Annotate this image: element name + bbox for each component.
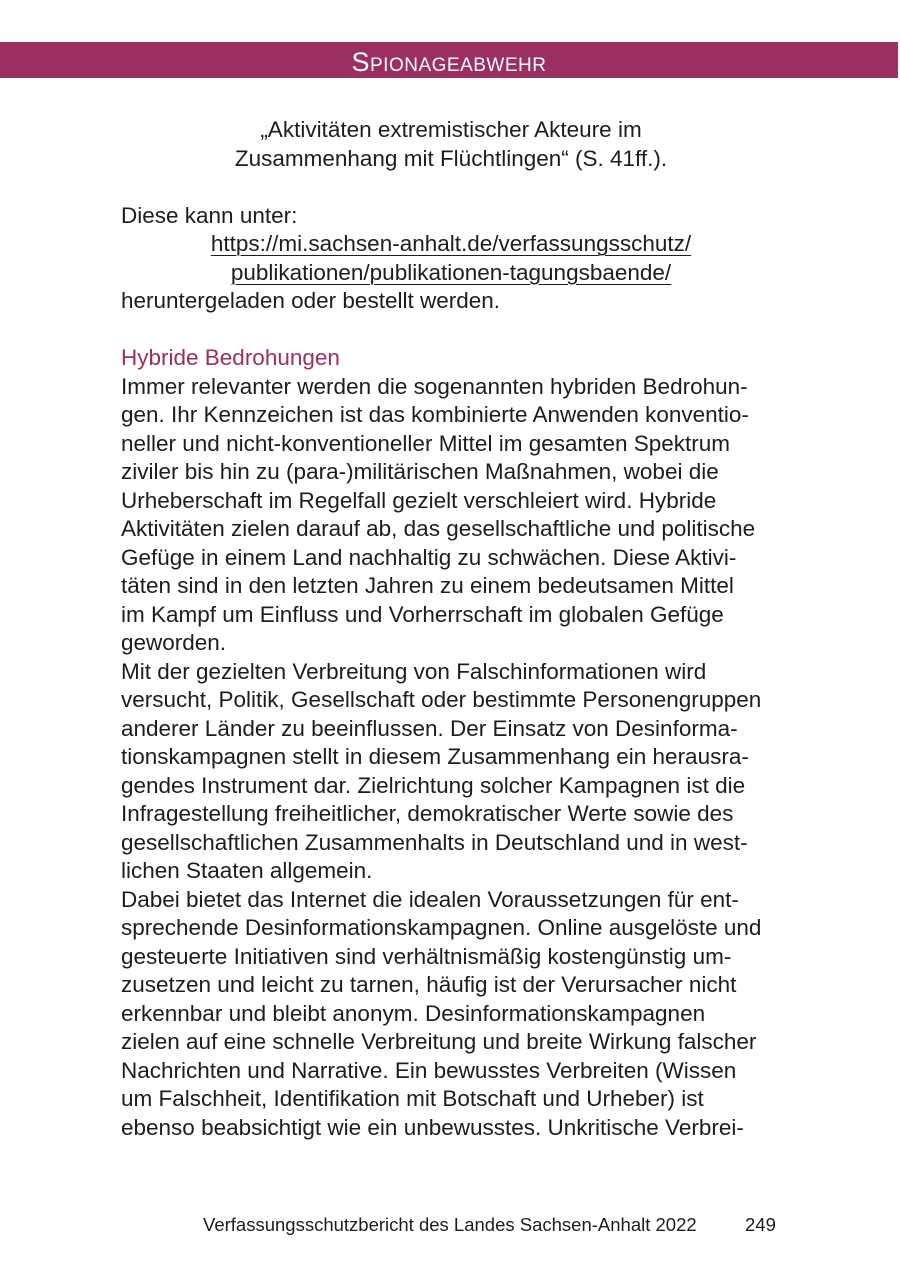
chapter-header-bar bbox=[0, 42, 898, 78]
text-line: neller und nicht-konventioneller Mittel im gesamten Spektrum bbox=[121, 430, 731, 456]
text-line: täten sind in den letzten Jahren zu einem bedeutsamen Mittel bbox=[121, 573, 734, 598]
text-line: gesteuerte Initiativen sind verhältnismäßig kostengünstig um- bbox=[121, 943, 732, 969]
text-line: Gefüge in einem Land nachhaltig zu schwächen. Diese Aktivi- bbox=[121, 544, 737, 570]
text-line: im Kampf um Einfluss und Vorherrschaft im globalen Gefüge bbox=[121, 601, 724, 627]
text-line: ebenso beabsichtigt wie ein unbewusstes. Unkritische Verbrei- bbox=[121, 1114, 744, 1140]
download-outro: heruntergeladen oder bestellt werden. bbox=[121, 288, 501, 313]
text-line: anderer Länder zu beeinflussen. Der Einsatz von Desinforma- bbox=[121, 715, 738, 741]
text-line: gesellschaftlichen Zusammenhalts in Deutschland und in west- bbox=[121, 829, 748, 855]
text-line: zusetzen und leicht zu tarnen, häufig ist der Verursacher nicht bbox=[121, 972, 737, 997]
footer-publication-title: Verfassungsschutzbericht des Landes Sachsen-Anhalt 2022 bbox=[203, 1214, 697, 1235]
text-line: gen. Ihr Kennzeichen ist das kombinierte Anwenden konventio- bbox=[121, 402, 749, 427]
quote-block bbox=[121, 116, 781, 173]
text-line: Infragestellung freiheitlicher, demokratischer Werte sowie des bbox=[121, 801, 734, 826]
text-line: um Falschheit, Identifikation mit Botschaft und Urheber) ist bbox=[121, 1086, 704, 1111]
text-line: Nachrichten und Narrative. Ein bewusstes Verbreiten (Wissen bbox=[121, 1057, 737, 1083]
text-line: Urheberschaft im Regelfall gezielt verschleiert wird. Hybride bbox=[121, 487, 717, 513]
paragraph-1 bbox=[121, 373, 781, 658]
text-line: Aktivitäten zielen darauf ab, das gesellschaftliche und politische bbox=[121, 516, 756, 541]
page-content bbox=[121, 116, 781, 1142]
page-number: 249 bbox=[745, 1214, 776, 1235]
paragraph-2 bbox=[121, 658, 781, 886]
quote-line: Zusammenhang mit Flüchtlingen“ (S. 41ff.). bbox=[234, 145, 668, 171]
quote-line: „Aktivitäten extremistischer Akteure im bbox=[260, 117, 642, 142]
download-intro: Diese kann unter: bbox=[121, 202, 298, 228]
download-link-line-1[interactable]: https://mi.sachsen-anhalt.de/verfassungsschutz/ bbox=[210, 231, 692, 256]
download-link-line-2[interactable]: publikationen/publikationen-tagungsbaende/ bbox=[230, 259, 672, 285]
text-line: geworden. bbox=[121, 630, 227, 655]
text-line: Dabei bietet das Internet die idealen Voraussetzungen für ent- bbox=[121, 886, 739, 912]
text-line: Immer relevanter werden die sogenannten hybriden Bedrohun- bbox=[121, 373, 748, 399]
paragraph-3 bbox=[121, 886, 781, 1143]
text-line: versucht, Politik, Gesellschaft oder bestimmte Personengruppen bbox=[121, 687, 762, 712]
text-line: sprechende Desinformationskampagnen. Online ausgelöste und bbox=[121, 915, 762, 940]
spacer bbox=[121, 173, 781, 202]
spacer bbox=[121, 316, 781, 345]
text-line: erkennbar und bleibt anonym. Desinformationskampagnen bbox=[121, 1000, 706, 1026]
text-line: ziviler bis hin zu (para-)militärischen Maßnahmen, wobei die bbox=[121, 459, 719, 484]
text-line: gendes Instrument dar. Zielrichtung solcher Kampagnen ist die bbox=[121, 772, 746, 798]
download-link-block bbox=[121, 230, 781, 287]
section-heading: Hybride Bedrohungen bbox=[121, 345, 340, 370]
text-line: Mit der gezielten Verbreitung von Falschinformationen wird bbox=[121, 658, 707, 684]
text-line: zielen auf eine schnelle Verbreitung und breite Wirkung falscher bbox=[121, 1029, 757, 1054]
chapter-title: Spionageabwehr bbox=[351, 46, 547, 77]
text-line: lichen Staaten allgemein. bbox=[121, 858, 373, 883]
text-line: tionskampagnen stellt in diesem Zusammenhang ein herausra- bbox=[121, 744, 749, 769]
